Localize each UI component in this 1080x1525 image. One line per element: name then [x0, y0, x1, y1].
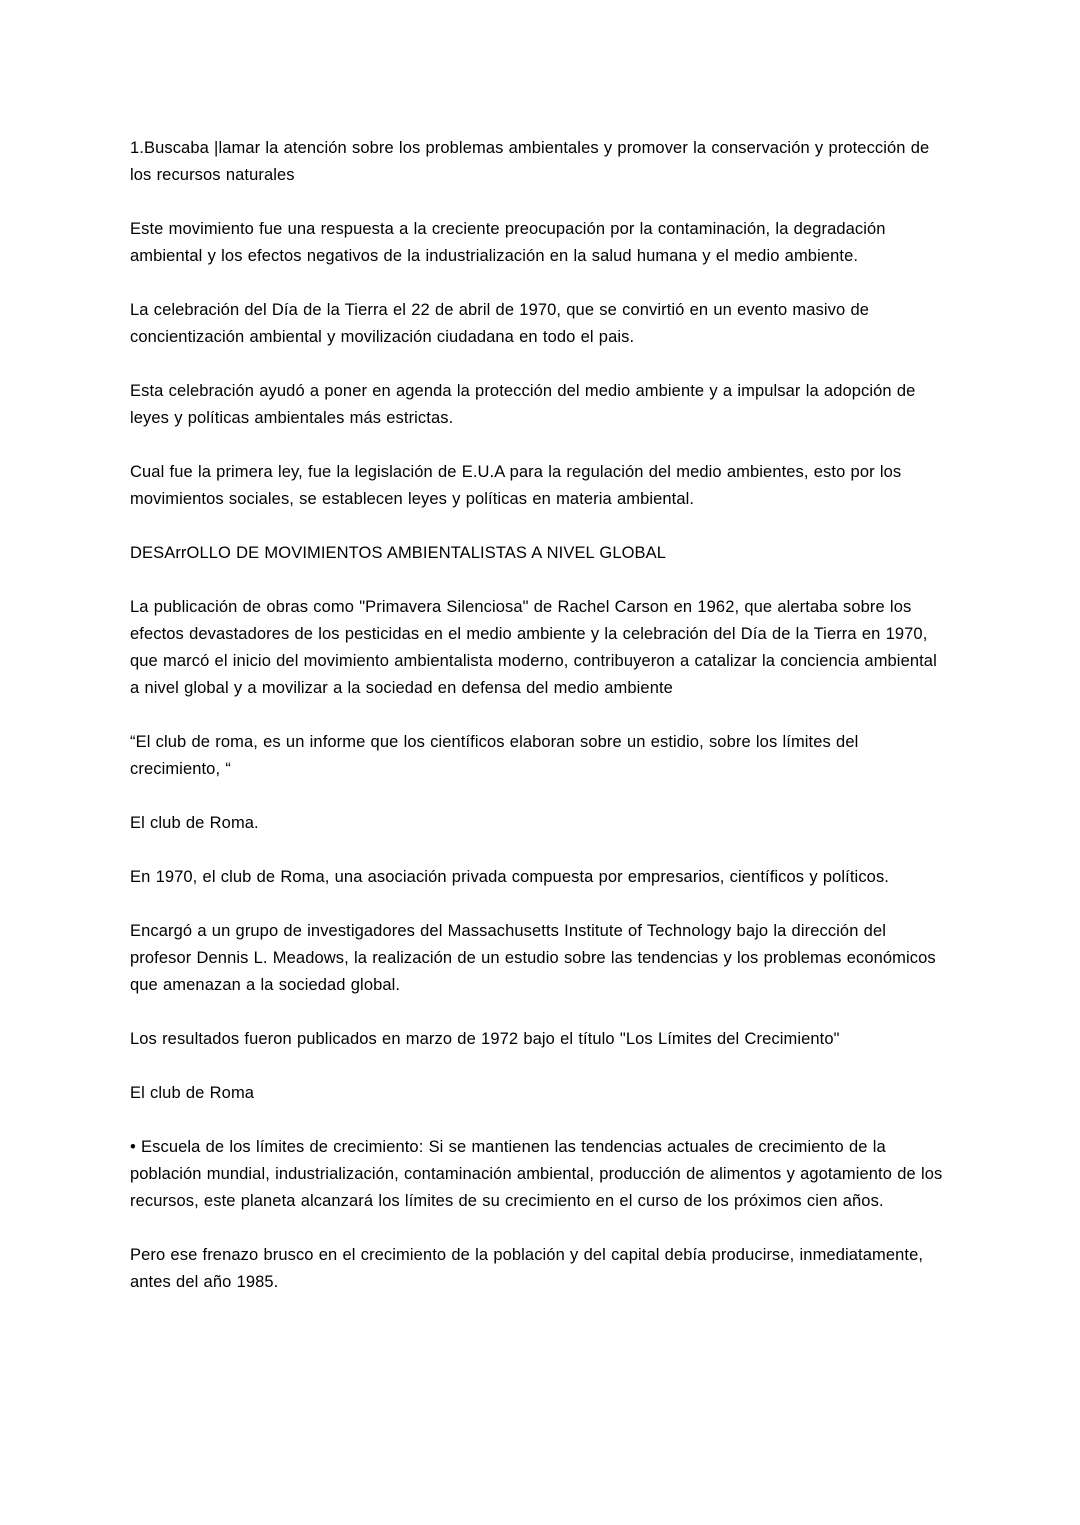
paragraph-earth-day: La celebración del Día de la Tierra el 22 de abril de 1970, que se convirtió en un evento masivo de concientización ambiental y movilización ciudadana en todo el pais.: [130, 301, 870, 346]
section-heading-global-movements: DESArrOLLO DE MOVIMIENTOS AMBIENTALISTAS A NIVEL GLOBAL: [130, 544, 667, 562]
paragraph-mit-study: Encargó a un grupo de investigadores del Massachusetts Institute of Technology bajo la dirección del profesor Dennis L. Meadows, la realización de un estudio sobre las tendencias y los problemas económicos que amenazan a la sociedad global.: [130, 922, 936, 994]
paragraph-club-of-rome-title: El club de Roma.: [130, 814, 259, 832]
paragraph-club-of-rome-1970: En 1970, el club de Roma, una asociación privada compuesta por empresarios, científicos y políticos.: [130, 868, 889, 886]
paragraph-club-of-rome-subtitle: El club de Roma: [130, 1084, 255, 1102]
paragraph-movement-response: Este movimiento fue una respuesta a la creciente preocupación por la contaminación, la degradación ambiental y los efectos negativos de la industrialización en la salud humana y el medio ambiente.: [130, 220, 886, 265]
bullet-limits-school: • Escuela de los límites de crecimiento: Si se mantienen las tendencias actuales de crecimiento de la población mundial, industrialización, contaminación ambiental, producción de alimentos y agotamiento de los recursos, este planeta alcanzará los límites de su crecimiento en el curso de los próximos cien años.: [130, 1138, 943, 1210]
paragraph-first-law: Cual fue la primera ley, fue la legislación de E.U.A para la regulación del medio ambientes, esto por los movimientos sociales, se establecen leyes y políticas en materia ambiental.: [130, 463, 902, 508]
paragraph-growth-halt-1985: Pero ese frenazo brusco en el crecimiento de la población y del capital debía producirse, inmediatamente, antes del año 1985.: [130, 1246, 924, 1291]
paragraph-celebration-agenda: Esta celebración ayudó a poner en agenda la protección del medio ambiente y a impulsar la adopción de leyes y políticas ambientales más estrictas.: [130, 382, 916, 427]
paragraph-intro-point: 1.Buscaba |lamar la atención sobre los problemas ambientales y promover la conservación y protección de los recursos naturales: [130, 139, 930, 184]
paragraph-limits-to-growth-publication: Los resultados fueron publicados en marzo de 1972 bajo el título "Los Límites del Crecimiento": [130, 1030, 840, 1048]
paragraph-silent-spring: La publicación de obras como "Primavera Silenciosa" de Rachel Carson en 1962, que alertaba sobre los efectos devastadores de los pesticidas en el medio ambiente y la celebración del Día de la Tierra en 1970, que marcó el inicio del movimiento ambientalista moderno, contribuyeron a catalizar la conciencia ambiental a nivel global y a movilizar a la sociedad en defensa del medio ambiente: [130, 598, 937, 697]
document-body: [130, 135, 950, 1296]
paragraph-club-of-rome-quote: “El club de roma, es un informe que los científicos elaboran sobre un estidio, sobre los límites del crecimiento, “: [130, 733, 859, 778]
